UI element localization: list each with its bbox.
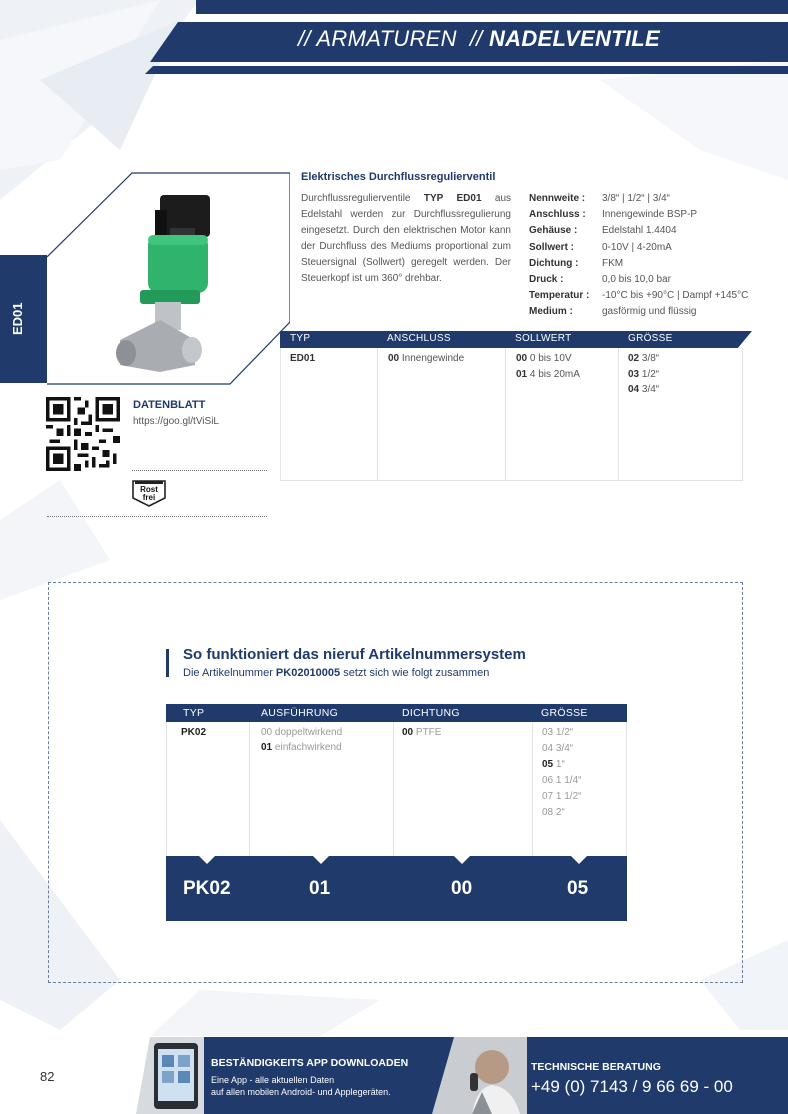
sub-code: PK02010005 [275, 667, 341, 679]
article-code-bar [166, 856, 627, 921]
accent-bar [166, 649, 169, 677]
typ-code: PK02 [181, 727, 207, 738]
spec-row [529, 191, 748, 207]
table-cell [281, 348, 377, 367]
separator-slashes: // [469, 26, 489, 51]
options-table [280, 348, 743, 481]
option-code: 03 [542, 727, 554, 738]
tech-support-phone[interactable]: +49 (0) 7143 / 9 66 69 - 00 [531, 1077, 733, 1096]
option-label: 1/2“ [641, 368, 660, 380]
col-header-groesse: GRÖSSE [628, 333, 673, 344]
option-code: 04 [628, 384, 640, 395]
col-typ [167, 722, 250, 856]
option-code: 00 [388, 353, 400, 364]
option-label: 1/2“ [555, 727, 574, 738]
notch [571, 856, 587, 864]
option-label: 3/4“ [641, 384, 660, 395]
table-cell [619, 367, 743, 383]
product-description [301, 191, 511, 287]
option-label: 3/4“ [555, 743, 574, 754]
table-cell [542, 757, 565, 773]
col-header-anschluss: ANSCHLUSS [387, 333, 451, 344]
option-code: 06 [542, 775, 554, 786]
system-table [166, 722, 627, 856]
tech-support-title: TECHNISCHE BERATUNG [531, 1061, 661, 1073]
table-cell [542, 805, 565, 821]
side-tab-label: ED01 [10, 302, 25, 335]
system-subtitle [183, 667, 489, 679]
title-bold: NADELVENTILE [488, 26, 660, 51]
table-cell [619, 382, 743, 398]
col-header-groesse: GRÖSSE [541, 707, 588, 719]
side-tab [0, 255, 47, 383]
option-label: 1 1/4“ [555, 775, 582, 786]
spec-row [529, 240, 748, 256]
spec-row [529, 207, 748, 223]
spec-row [529, 272, 748, 288]
valve-product-image [100, 190, 230, 375]
code-ausfuehrung: 01 [309, 878, 331, 899]
divider [132, 470, 267, 471]
table-cell [506, 348, 618, 367]
option-code: 02 [628, 353, 640, 364]
spec-key: Temperatur : [529, 290, 590, 302]
table-cell [542, 741, 573, 757]
option-label: 4 bis 20mA [529, 368, 580, 380]
page-title [298, 26, 660, 52]
desc-part-a: Durchflussregulierventile [301, 193, 424, 204]
spec-row [529, 304, 748, 320]
table-cell [181, 725, 206, 741]
spec-key: Sollwert : [529, 241, 575, 253]
option-label: PTFE [415, 727, 442, 738]
spec-row [529, 256, 748, 272]
spec-key: Dichtung : [529, 257, 579, 269]
spec-list [529, 191, 748, 321]
desc-part-b: aus Edelstahl werden zur Durchflussregulierung eingesetzt. Durch den elektrischen Motor kann der Durchfluss des Mediums proportional zum Steuersignal (Sollwert) geregelt werden. Der Steuerkopf ist um 360° drehbar. [301, 193, 512, 284]
option-code: 07 [542, 791, 554, 802]
col-header-typ: TYP [183, 707, 205, 719]
col-header-dichtung: DICHTUNG [402, 707, 460, 719]
footer [0, 1037, 788, 1114]
header-underline [145, 66, 788, 74]
app-download-text [211, 1074, 391, 1098]
datasheet-title: DATENBLATT [133, 399, 206, 411]
typ-code: ED01 [290, 353, 316, 364]
spec-value: 3/8“ | 1/2“ | 3/4“ [602, 193, 671, 204]
col-header-ausfuehrung: AUSFÜHRUNG [261, 707, 339, 719]
smartphone-image [136, 1037, 204, 1114]
page-number: 82 [40, 1069, 55, 1084]
spec-value: 0,0 bis 10,0 bar [602, 274, 671, 286]
spec-key: Druck : [529, 274, 564, 286]
system-table-header [166, 704, 627, 722]
sub-part-a: Die Artikelnummer [183, 667, 276, 679]
col-dichtung [394, 722, 533, 856]
system-title: So funktioniert das nieruf Artikelnummersystem [183, 646, 526, 663]
consultant-photo [432, 1037, 527, 1114]
col-groesse [619, 348, 743, 480]
notch [313, 856, 329, 864]
spec-value: FKM [602, 257, 624, 269]
category-label: // ARMATUREN [298, 26, 457, 51]
spec-value: -10°C bis +90°C | Dampf +145°C [602, 290, 749, 302]
option-label: doppeltwirkend [274, 727, 343, 738]
spec-value: Edelstahl 1.4404 [602, 225, 677, 237]
option-label: Innengewinde [401, 353, 465, 364]
sub-part-b: setzt sich wie folgt zusammen [340, 667, 490, 679]
col-header-typ: TYP [290, 333, 311, 344]
divider [47, 516, 267, 517]
datasheet-link[interactable]: https://goo.gl/tViSiL [133, 416, 219, 427]
option-code: 05 [542, 759, 554, 770]
qr-code[interactable] [46, 397, 120, 471]
spec-key: Nennweite : [529, 193, 586, 204]
spec-value: 0-10V | 4-20mA [602, 241, 672, 253]
option-label: 1 1/2“ [555, 791, 582, 802]
col-typ [281, 348, 378, 480]
spec-key: Gehäuse : [529, 225, 578, 237]
notch [454, 856, 470, 864]
option-code: 00 [402, 727, 414, 738]
table-cell [542, 773, 581, 789]
option-code: 01 [516, 368, 528, 380]
code-groesse: 05 [567, 878, 589, 899]
table-cell [261, 725, 342, 741]
badge-text-bottom: frei [142, 493, 156, 502]
option-label: 1“ [555, 759, 565, 770]
option-code: 00 [261, 727, 273, 738]
table-cell [619, 348, 743, 367]
table-cell [378, 348, 505, 367]
col-groesse [533, 722, 626, 856]
col-anschluss [378, 348, 506, 480]
option-label: 3/8“ [641, 353, 660, 364]
notch [199, 856, 215, 864]
table-cell [542, 725, 573, 741]
code-typ: PK02 [183, 878, 231, 899]
spec-value: Innengewinde BSP-P [602, 209, 698, 221]
code-dichtung: 00 [451, 878, 473, 899]
rostfrei-badge [131, 478, 169, 508]
option-code: 08 [542, 807, 554, 818]
badge-text-top: Rost [140, 485, 158, 494]
app-text-line: auf allen mobilen Android- und Applegeräten. [211, 1087, 391, 1097]
option-label: 2“ [555, 807, 565, 818]
app-text-line: Eine App - alle aktuellen Daten [211, 1075, 335, 1085]
product-title: Elektrisches Durchflussregulierventil [301, 171, 496, 183]
col-header-sollwert: SOLLWERT [515, 333, 572, 344]
option-code: 01 [261, 742, 273, 753]
spec-row [529, 288, 748, 304]
col-ausfuehrung [250, 722, 394, 856]
col-sollwert [506, 348, 619, 480]
option-code: 00 [516, 353, 528, 364]
table-cell [506, 367, 618, 383]
spec-row [529, 223, 748, 239]
spec-key: Medium : [529, 306, 573, 318]
app-download-title[interactable]: BESTÄNDIGKEITS APP DOWNLOADEN [211, 1057, 409, 1069]
option-code: 03 [628, 368, 640, 380]
option-label: 0 bis 10V [529, 353, 572, 364]
option-code: 04 [542, 743, 554, 754]
spec-value: gasförmig und flüssig [602, 306, 697, 318]
table-cell [261, 740, 342, 756]
spec-key: Anschluss : [529, 209, 586, 221]
header-top-bar [196, 0, 788, 14]
table-cell [542, 789, 581, 805]
option-label: einfachwirkend [274, 742, 342, 753]
table-cell [402, 725, 441, 741]
desc-type: TYP ED01 [423, 193, 482, 204]
